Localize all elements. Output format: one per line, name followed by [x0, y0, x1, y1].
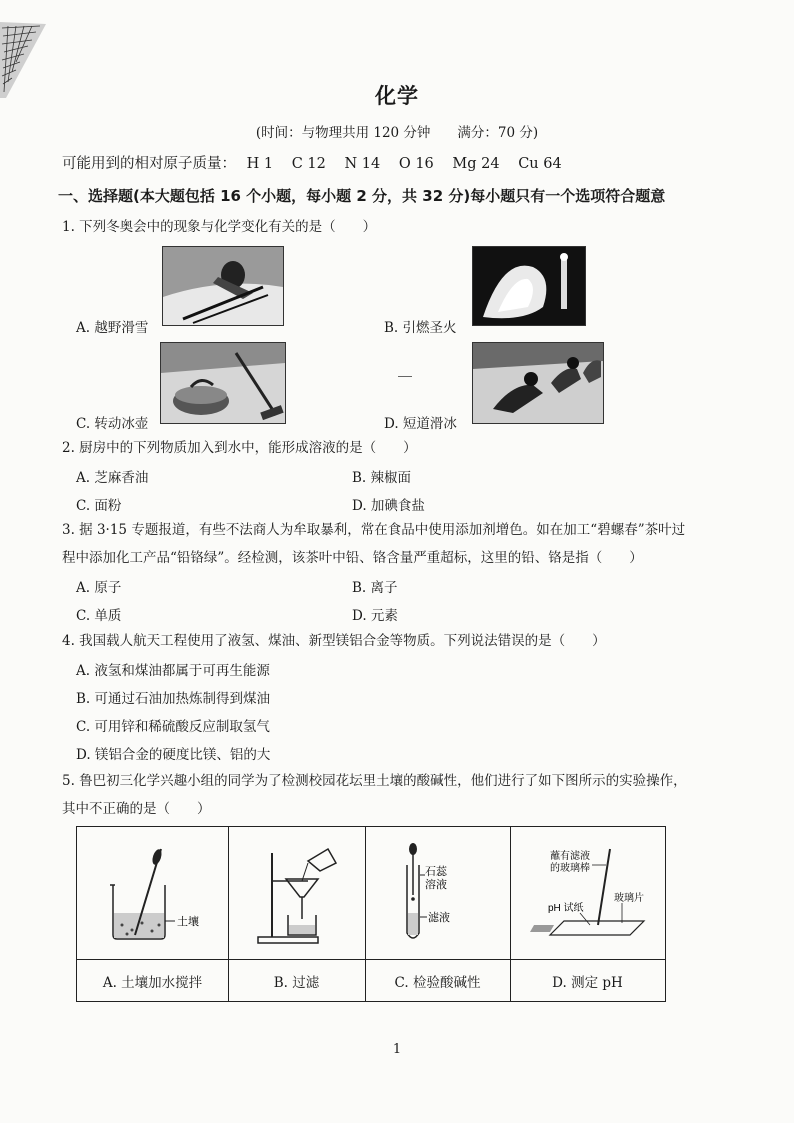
q4-option-a: A. 液氢和煤油都属于可再生能源 [76, 663, 270, 679]
table-cell-c [365, 827, 511, 1001]
q3-stem-line1: 3. 据 3·15 专题报道，有些不法商人为牟取暴利，常在食品中使用添加剂增色。如在加工“碧螺春”茶叶过 [62, 522, 686, 538]
q3-option-c: C. 单质 [76, 608, 122, 624]
q2-stem: 2. 厨房中的下列物质加入到水中，能形成溶液的是（ ） [62, 440, 417, 456]
photo-skiing [162, 246, 284, 326]
page-title: 化学 [375, 84, 419, 108]
q2-option-c: C. 面粉 [76, 498, 122, 514]
diagram-filtration [228, 835, 365, 955]
table-cell-b [228, 827, 366, 1001]
section-heading: 一、选择题(本大题包括 16 个小题，每小题 2 分，共 32 分)每小题只有一个选项符合题意 [58, 187, 666, 205]
mass-cu: Cu 64 [518, 156, 562, 172]
atomic-masses-label: 可能用到的相对原子质量： [62, 156, 236, 172]
diagram-test-tube [365, 835, 510, 955]
label-litmus: 石蕊 [425, 866, 447, 878]
photo-torch [472, 246, 586, 326]
mass-o: O 16 [398, 156, 434, 172]
q1-option-b: B. 引燃圣火 [384, 320, 457, 336]
cell-c-label: C. 检验酸碱性 [394, 975, 481, 991]
label-solution: 溶液 [425, 879, 447, 891]
cell-d-label: D. 测定 pH [552, 975, 623, 991]
q1-option-c: C. 转动冰壶 [76, 416, 149, 432]
table-cell-a [77, 827, 229, 1001]
diagram-stirring [77, 835, 228, 955]
cell-a-label: A. 土壤加水搅拌 [102, 975, 203, 991]
mass-n: N 14 [344, 156, 381, 172]
q1-option-a: A. 越野滑雪 [76, 320, 149, 336]
q4-option-b: B. 可通过石油加热炼制得到煤油 [76, 691, 271, 707]
q3-stem-line2: 程中添加化工产品“铅铬绿”。经检测，该茶叶中铅、铬含量严重超标，这里的铅、铬是指（ ） [62, 550, 643, 566]
q1-stem: 1. 下列冬奥会中的现象与化学变化有关的是（ ） [62, 219, 377, 235]
q2-option-d: D. 加碘食盐 [352, 498, 425, 514]
label-glass-plate: 玻璃片 [614, 893, 644, 904]
cell-b-label: B. 过滤 [273, 975, 320, 991]
q3-option-d: D. 元素 [352, 608, 398, 624]
q3-option-b: B. 离子 [352, 580, 398, 596]
diagram-ph-test [510, 835, 665, 955]
q5-stem-line2: 其中不正确的是（ ） [62, 801, 211, 817]
label-rod-line2: 的玻璃棒 [550, 863, 590, 874]
label-ph-paper: pH 试纸 [548, 903, 584, 914]
photo-curling [160, 342, 286, 424]
q4-option-c: C. 可用锌和稀硫酸反应制取氢气 [76, 719, 270, 735]
mass-h: H 1 [246, 156, 274, 172]
experiment-table [76, 826, 666, 1002]
table-cell-d [510, 827, 665, 1001]
mass-c: C 12 [291, 156, 326, 172]
q3-option-a: A. 原子 [76, 580, 122, 596]
label-filtrate: 滤液 [428, 912, 450, 924]
q2-option-b: B. 辣椒面 [352, 470, 412, 486]
q1-option-d: D. 短道滑冰 [384, 416, 457, 432]
label-soil: 土壤 [177, 916, 199, 928]
photo-speed-skating [472, 342, 604, 424]
atomic-masses [62, 152, 576, 173]
page-number: 1 [392, 1042, 402, 1057]
separator-dash [398, 376, 412, 377]
label-rod-line1: 蘸有滤液 [550, 851, 590, 862]
q5-stem-line1: 5. 鲁巴初三化学兴趣小组的同学为了检测校园花坛里土壤的酸碱性，他们进行了如下图所示的实验操作， [62, 773, 687, 789]
q2-option-a: A. 芝麻香油 [76, 470, 149, 486]
q4-option-d: D. 镁铝合金的硬度比镁、铝的大 [76, 747, 271, 763]
exam-info: (时间：与物理共用 120 分钟 满分：70 分) [255, 125, 539, 141]
q4-stem: 4. 我国载人航天工程使用了液氢、煤油、新型镁铝合金等物质。下列说法错误的是（ ） [62, 633, 606, 649]
mass-mg: Mg 24 [452, 156, 500, 172]
